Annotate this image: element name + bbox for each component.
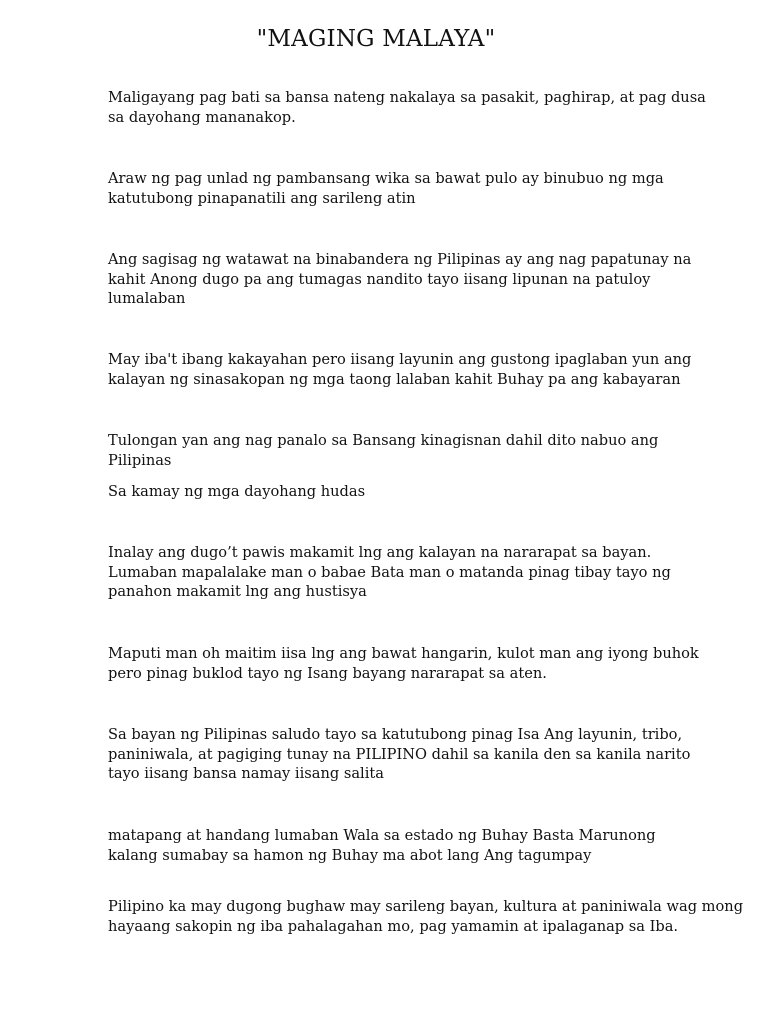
stanza-11	[108, 897, 744, 936]
stanza-line: panahon makamit lng ang hustisya	[108, 583, 367, 600]
stanza-line: kalayan ng sinasakopan ng mga taong lalaban kahit Buhay pa ang kabayaran	[108, 370, 681, 388]
stanza-2	[108, 169, 728, 208]
stanza-line: Araw ng pag unlad ng pambansang wika sa bawat pulo ay binubuo ng mga	[108, 170, 664, 187]
stanza-line: Ang sagisag ng watawat na binabandera ng Pilipinas ay ang nag papatunay na	[108, 251, 692, 268]
stanza-line: Lumaban mapalalake man o babae Bata man o matanda pinag tibay tayo ng	[108, 563, 671, 581]
stanza-line: Pilipinas	[108, 451, 172, 469]
stanza-line: Pilipino ka may dugong bughaw may sarileng bayan, kultura at paniniwala wag mong	[108, 898, 744, 915]
stanza-line: Maputi man oh maitim iisa lng ang bawat hangarin, kulot man ang iyong buhok	[108, 645, 699, 662]
stanza-line: tayo iisang bansa namay iisang salita	[108, 765, 384, 782]
stanza-line: Inalay ang dugo’t pawis makamit lng ang kalayan na nararapat sa bayan.	[108, 544, 652, 561]
stanza-6	[108, 482, 728, 502]
stanza-line: Sa bayan ng Pilipinas saludo tayo sa katutubong pinag Isa Ang layunin, tribo,	[108, 726, 683, 743]
stanza-line: lumalaban	[108, 290, 186, 307]
stanza-4	[108, 350, 728, 389]
stanza-9	[108, 725, 728, 784]
stanza-line: Maligayang pag bati sa bansa nateng nakalaya sa pasakit, paghirap, at pag dusa	[108, 89, 706, 106]
stanza-3	[108, 250, 728, 309]
stanza-line: sa dayohang mananakop.	[108, 108, 296, 126]
stanza-line: paniniwala, at pagiging tunay na PILIPINO dahil sa kanila den sa kanila narito	[108, 745, 691, 763]
stanza-8	[108, 644, 728, 683]
stanza-10	[108, 826, 728, 865]
stanza-line: matapang at handang lumaban Wala sa estado ng Buhay Basta Marunong	[108, 827, 656, 844]
stanza-line: May iba't ibang kakayahan pero iisang layunin ang gustong ipaglaban yun ang	[108, 351, 692, 368]
stanza-7	[108, 543, 728, 602]
stanza-line: hayaang sakopin ng iba pahalagahan mo, pag yamamin at ipalaganap sa Iba.	[108, 917, 679, 935]
stanza-line: kalang sumabay sa hamon ng Buhay ma abot lang Ang tagumpay	[108, 846, 592, 864]
stanza-line: Sa kamay ng mga dayohang hudas	[108, 483, 366, 500]
stanza-5	[108, 431, 728, 470]
stanza-line: kahit Anong dugo pa ang tumagas nandito tayo iisang lipunan na patuloy	[108, 270, 651, 288]
document-title: "MAGING MALAYA"	[256, 26, 496, 52]
stanza-1	[108, 88, 728, 127]
stanza-line: pero pinag buklod tayo ng Isang bayang nararapat sa aten.	[108, 664, 547, 682]
stanza-line: Tulongan yan ang nag panalo sa Bansang kinagisnan dahil dito nabuo ang	[108, 432, 659, 449]
stanza-line: katutubong pinapanatili ang sarileng atin	[108, 189, 416, 207]
